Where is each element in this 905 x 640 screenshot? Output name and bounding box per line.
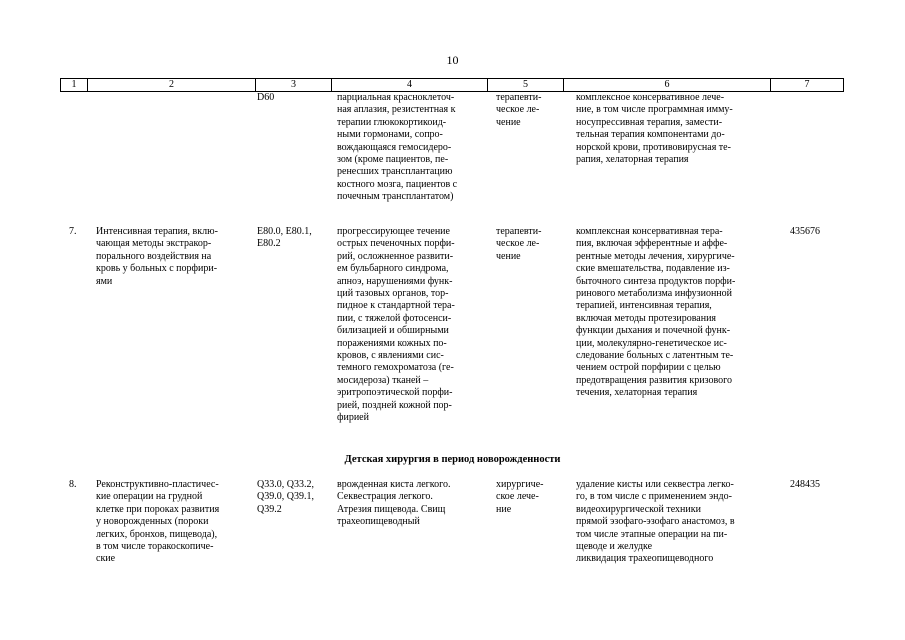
row-treatment-type: терапевти- ческое ле- чение [496,226,542,262]
column-header-4: 4 [331,79,487,91]
column-header-2: 2 [87,79,255,91]
row-number: 7. [69,226,77,237]
column-header-7: 7 [770,79,844,91]
row-treatment-type: хирургиче- ское лече- ние [496,479,544,515]
row-method: комплексная консервативная тера- пия, включая эфферентные и аффе- рентные методы лечения, хирургиче- ские вмешательства, подавление из- быточного синтеза продуктов порфи- ринового метаболизма инфузионной терапией, интенсивная терапия, включая методы протезирования функции дыхания и почечной функ- ции, молекулярно-генетическое ис- следование больных с латентным те- чением острой порфирии с целью предотвращения развития кризового течения, хелаторная терапия [576,226,736,399]
row-cost: 435676 [790,226,820,237]
column-header-1: 1 [60,79,87,91]
column-header-5: 5 [487,79,563,91]
row-method: комплексное консервативное лече- ние, в том числе программная имму- носупрессивная терапия, замести- тельная терапия компонентами до- норской крови, противовирусная те- рапия, хелаторная терапия [576,92,733,166]
row-model: прогрессирующее течение острых печеночных порфи- рий, осложненное развити- ем бульбарного синдрома, апноэ, нарушениями функ- ций тазовых органов, тор- пидное к стандартной тера- пии, с тяжелой фотосенси- билизацией и обширными поражениями кожных по- кровов, с явлениями сис- темного гемохроматоза (ге- мосидероза) тканей – эритропоэтической порфи- рией, поздней кожной пор- фирией [337,226,455,424]
row-method: удаление кисты или секвестра легко- го, в том числе с применением эндо- видеохирургической техники прямой эзофаго-эзофаго анастомоз, в том числе этапные операции на пи- щеводе и желудке ликвидация трахеопищеводного [576,479,735,565]
section-heading: Детская хирургия в период новорожденности [344,454,561,465]
column-header-6: 6 [563,79,770,91]
row-codes: E80.0, E80.1, E80.2 [257,226,312,250]
row-model: парциальная красноклеточ- ная аплазия, резистентная к терапии глюкокортикоид- ными гормонами, сопро- вождающаяся гемосидеро- зом (кроме пациентов, пе- ренесших трансплантацию костного мозга, пациентов с почечным трансплантатом) [337,92,458,203]
row-codes: Q33.0, Q33.2, Q39.0, Q39.1, Q39.2 [257,479,314,515]
row-name: Интенсивная терапия, вклю- чающая методы экстракор- порального воздействия на кровь у больных с порфири- ями [96,226,218,287]
row-number: 8. [69,479,77,490]
page-number: 10 [446,53,459,67]
row-codes: D60 [257,92,275,103]
row-treatment-type: терапевти- ческое ле- чение [496,92,542,128]
row-name: Реконструктивно-пластичес- кие операции на грудной клетке при пороках развития у новорожденных (пороки легких, бронхов, пищевода), в том числе торакоскопиче- ские [96,479,220,565]
table-header [60,78,844,92]
row-model: врожденная киста легкого. Секвестрация легкого. Атрезия пищевода. Свищ трахеопищеводный [337,479,451,528]
column-header-3: 3 [255,79,331,91]
row-cost: 248435 [790,479,820,490]
